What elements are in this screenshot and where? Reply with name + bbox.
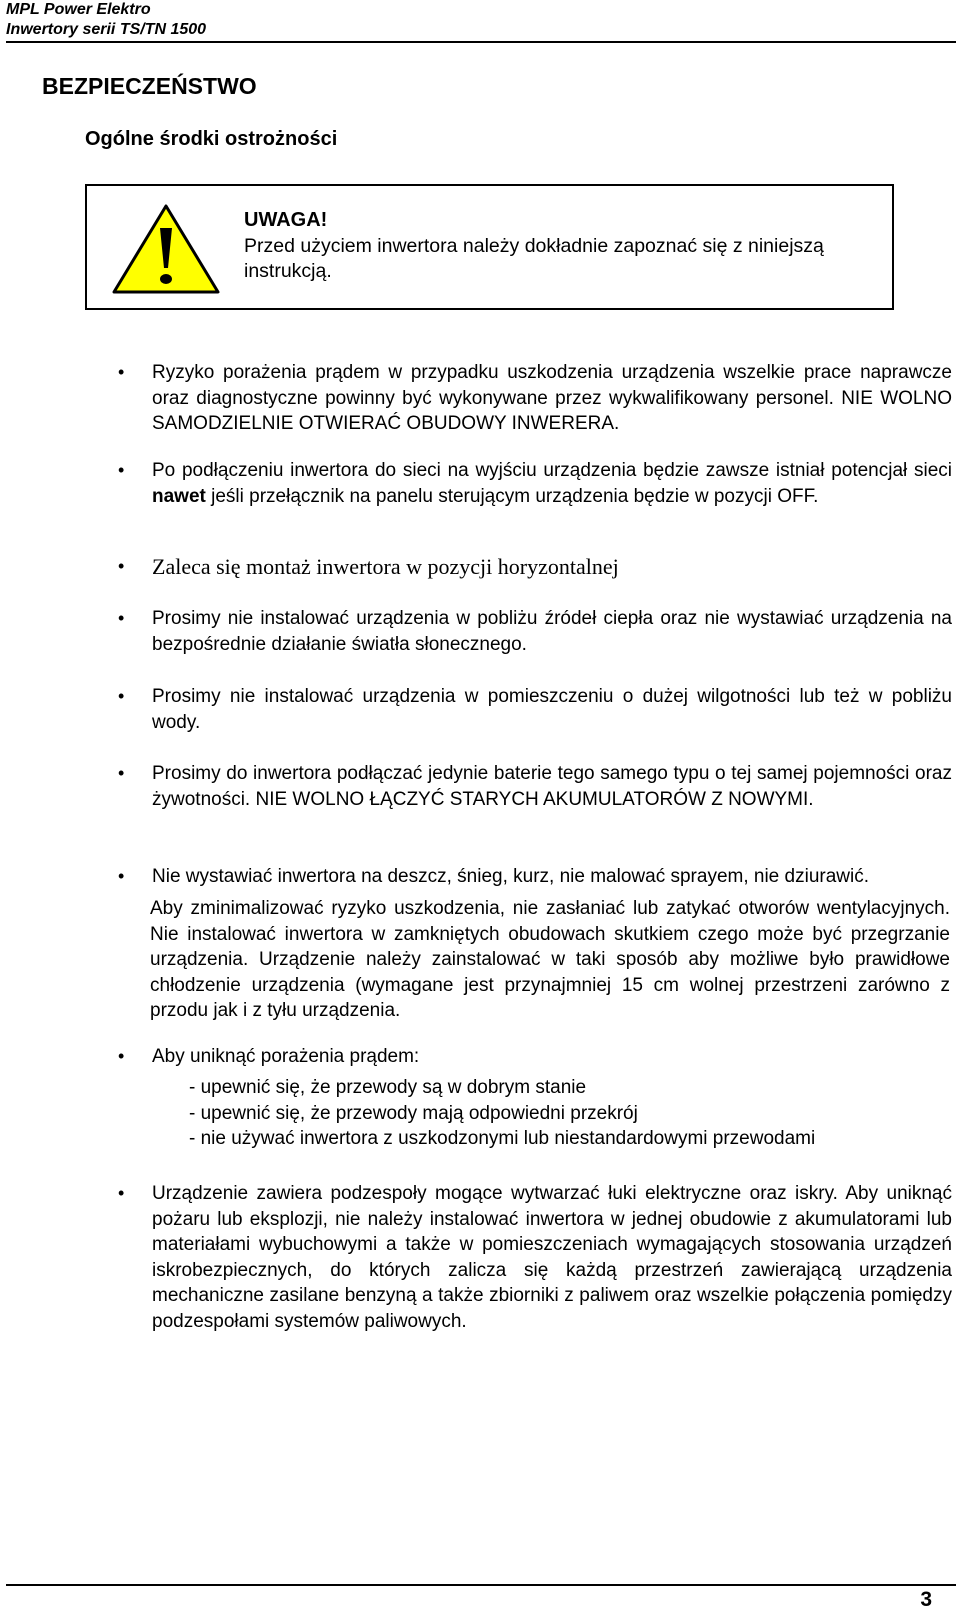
sub-list-item: - nie używać inwertora z uszkodzonymi lub niestandardowymi przewodami [189,1128,816,1149]
item-text: Nie wystawiać inwertora na deszcz, śnieg, kurz, nie malować sprayem, nie dziurawić. [152,866,869,887]
list-item [118,864,952,890]
bullet: • [118,362,125,382]
item-text: jeśli przełącznik na panelu sterującym urządzenia będzie w pozycji OFF. [205,485,819,507]
item-text: Zaleca się montaż inwertora w pozycji horyzontalnej [152,554,619,579]
bullet: • [118,1046,125,1066]
list-item [118,360,952,437]
bullet: • [118,608,125,628]
ventilation-paragraph: Aby zminimalizować ryzyko uszkodzenia, nie zasłaniać lub zatykać otworów wentylacyjnych. Nie instalować inwertora w zamkniętych obudowach skutkiem czego może być przegrzanie urządzenia. Urządzenie należy zainstalować w taki sposób aby możliwe było prawidłowe chłodzenie urządzenia (wymagane jest przynajmniej 15 cm wolnej przestrzeni zarówno z przodu jak i z tyłu urządzenia. [150,898,950,1021]
item-text: Prosimy nie instalować urządzenia w pobliżu źródeł ciepła oraz nie wystawiać urządzenia na bezpośrednie działanie światła słonecznego. [152,608,952,655]
sub-list [189,1075,949,1152]
bullet: • [118,763,125,783]
list-item [118,684,952,735]
header-company: MPL Power Elektro [6,1,151,18]
warning-title: UWAGA! [244,209,328,231]
item-text: Ryzyko porażenia prądem w przypadku uszkodzenia urządzenia wszelkie prace naprawcze oraz diagnostyczne powinny być wykonywane przez wykwalifikowany personel. NIE WOLNO SAMODZIELNIE OTWIERAĆ OBUDOWY INWERERA. [152,362,952,434]
subsection-title: Ogólne środki ostrożności [85,128,338,150]
warning-text: Przed użyciem inwertora należy dokładnie zapoznać się z niniejszą instrukcją. [244,235,824,282]
warning-triangle-icon [110,202,222,296]
list-item [118,458,952,509]
item-text: Prosimy do inwertora podłączać jedynie baterie tego samego typu o tej samej pojemności oraz żywotności. NIE WOLNO ŁĄCZYĆ STARYCH AKUMULATORÓW Z NOWYMI. [152,763,952,810]
list-item [118,606,952,657]
list-item [118,761,952,812]
bullet: • [118,866,125,886]
warning-box [85,184,894,310]
bullet: • [118,1183,125,1203]
bullet: • [118,686,125,706]
bullet: • [118,460,125,480]
list-item [118,1181,952,1334]
header-product: Inwertory serii TS/TN 1500 [6,21,207,38]
sub-list-item: - upewnić się, że przewody są w dobrym stanie [189,1077,587,1098]
sub-list-item: - upewnić się, że przewody mają odpowiedni przekrój [189,1102,638,1124]
item-text: Urządzenie zawiera podzespoły mogące wytwarzać łuki elektryczne oraz iskry. Aby uniknąć pożaru lub eksplozji, nie należy instalować inwertora w jednej obudowie z akumulatorami lub materiałami wybuchowymi a także w pomieszczeniach wymagających stosowania urządzeń iskrobezpiecznych, do których zalicza się każdą przestrzeń zawierającą urządzenia mechaniczne zasilane benzyną a także zbiorniki z paliwem oraz wszelkie połączenia pomiędzy podzespołami systemów paliwowych. [152,1183,952,1332]
list-item [118,1044,952,1070]
page-header [6,0,956,40]
section-title: BEZPIECZEŃSTWO [42,73,257,99]
page-number: 3 [920,1588,932,1611]
list-item [118,554,952,580]
item-emphasis: nawet [152,485,206,507]
item-text: Aby uniknąć porażenia prądem: [152,1046,420,1067]
item-text: Po podłączeniu inwertora do sieci na wyjściu urządzenia będzie zawsze istniał potencjał sieci [152,460,952,481]
header-rule [6,41,956,43]
bullet: • [118,556,125,576]
footer-rule [6,1584,956,1586]
item-text: Prosimy nie instalować urządzenia w pomieszczeniu o dużej wilgotności lub też w pobliżu wody. [152,686,952,733]
